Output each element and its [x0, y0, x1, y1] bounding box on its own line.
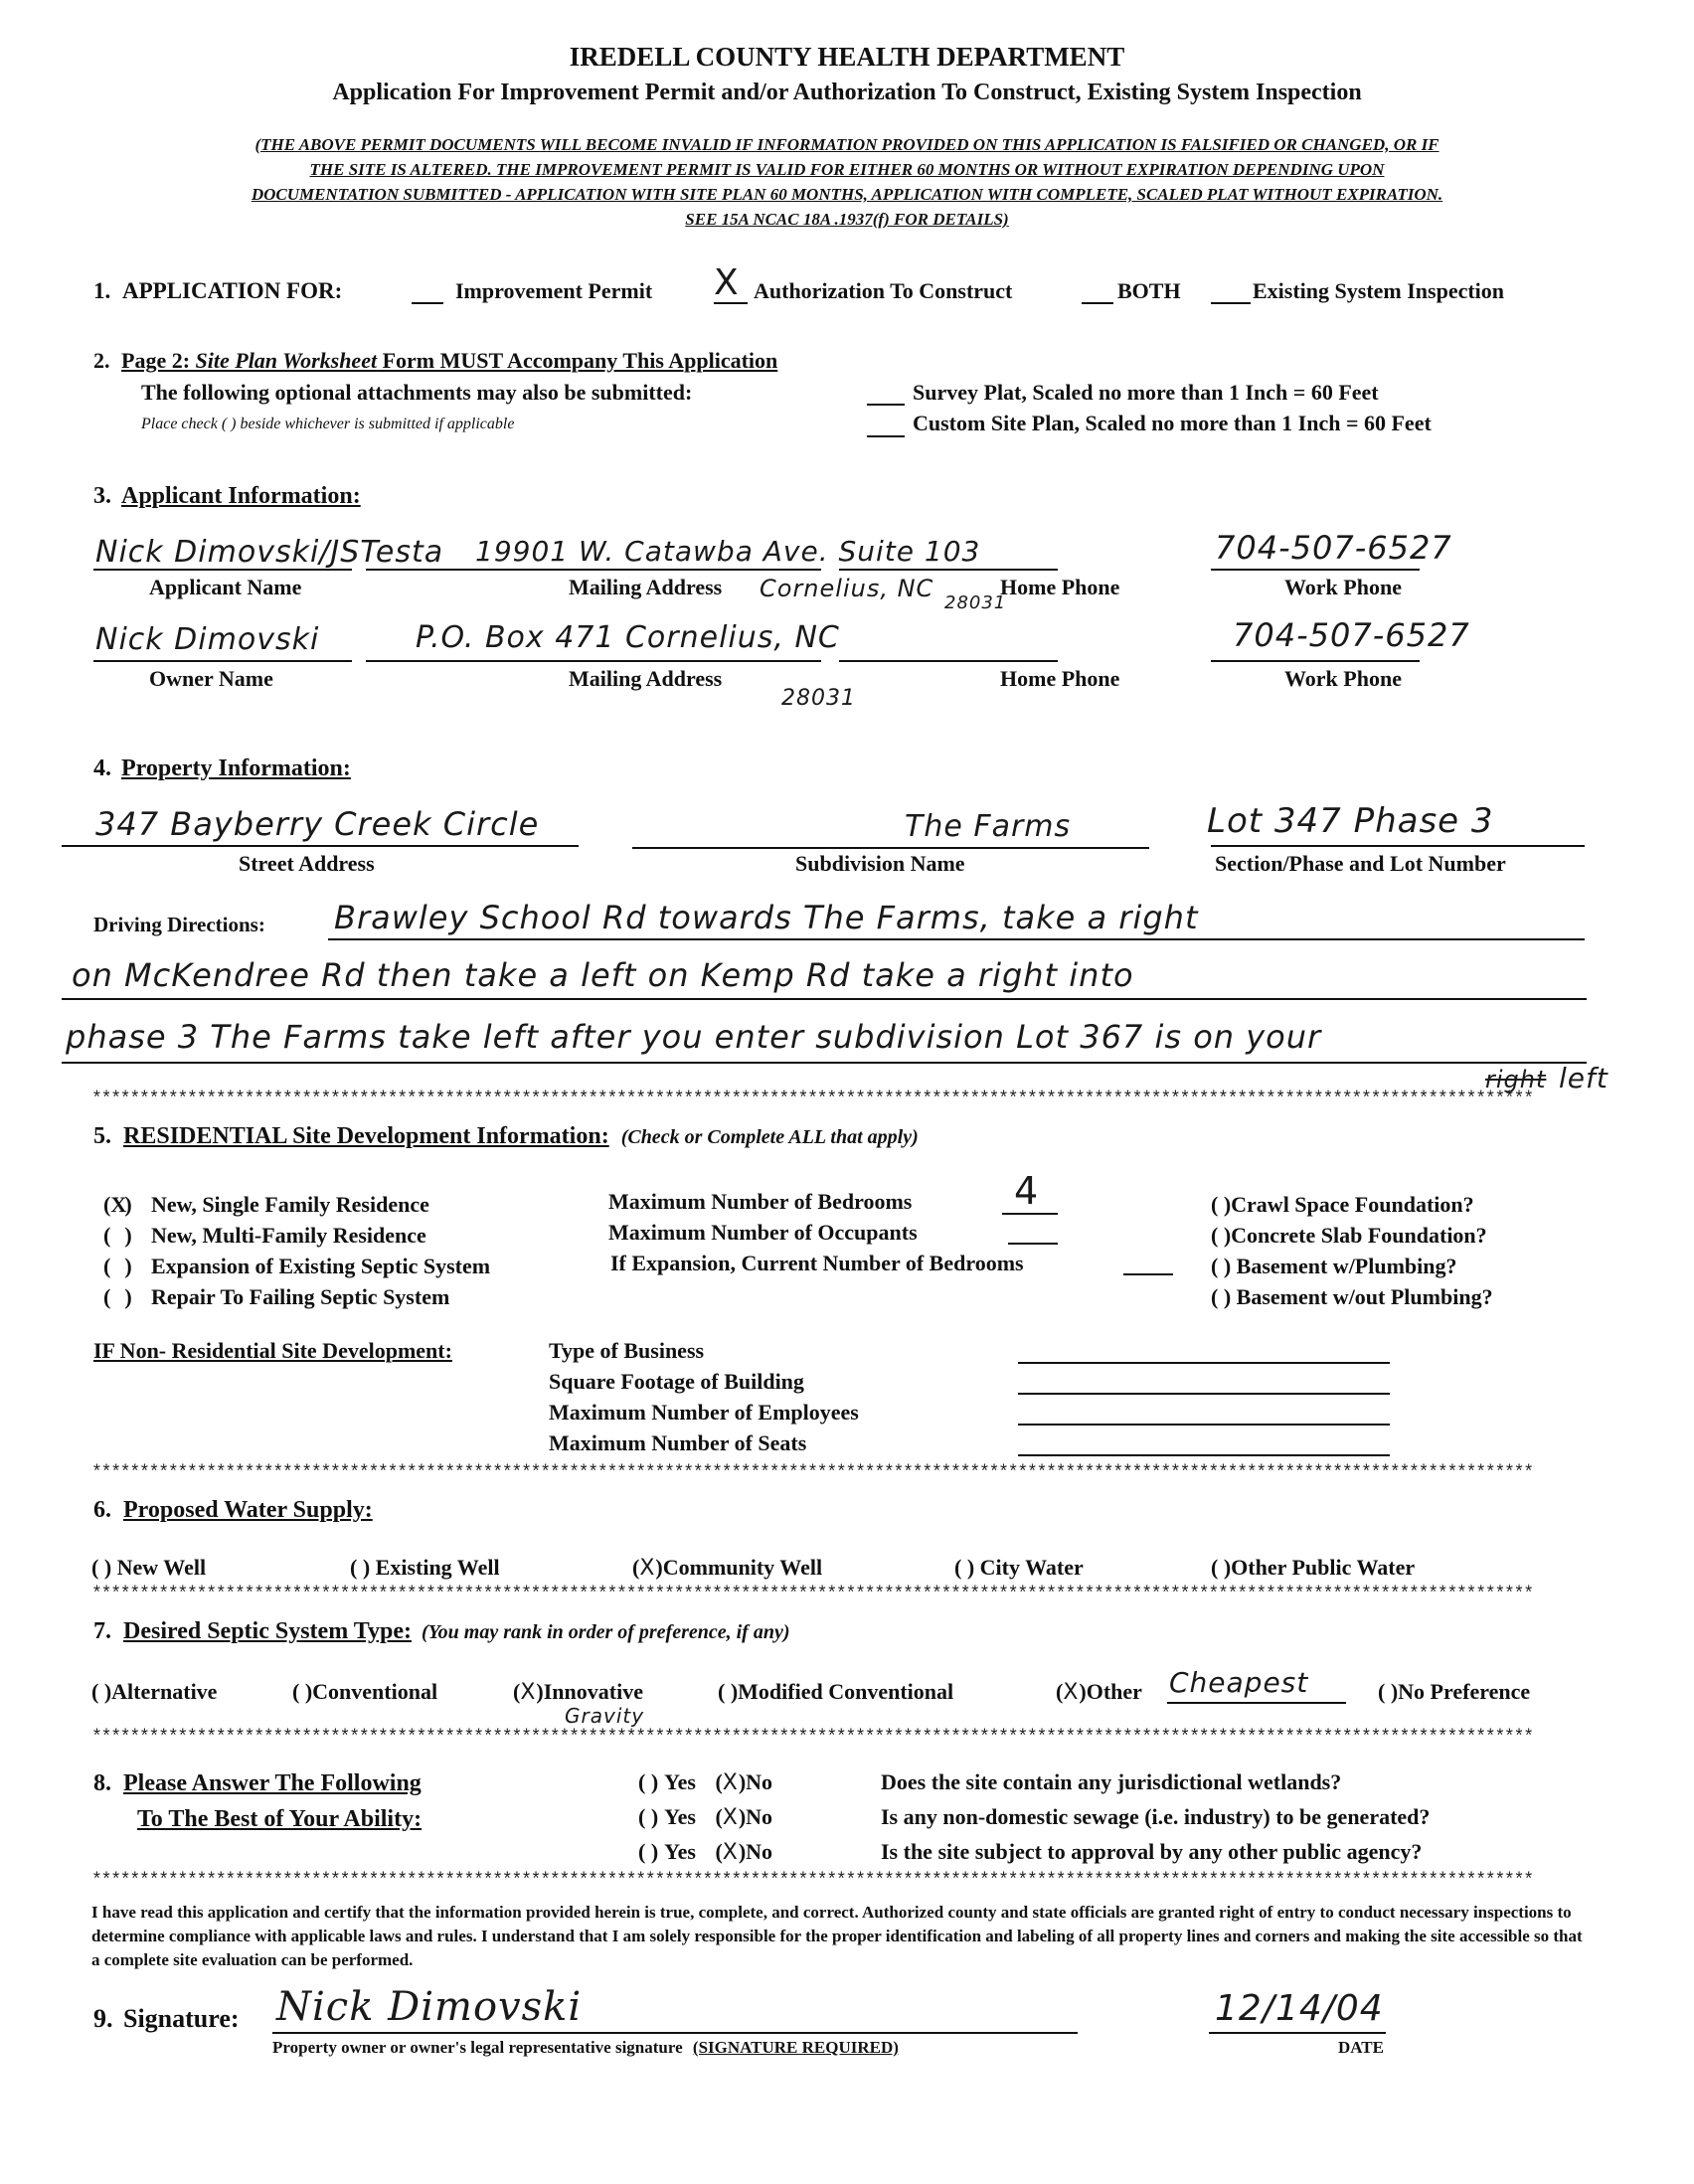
section-6-heading	[93, 1497, 373, 1524]
section-7-title: Desired Septic System Type:	[123, 1618, 412, 1644]
innovative-note-gravity: Gravity	[565, 1704, 645, 1728]
septic-other-value[interactable]: Cheapest	[1169, 1666, 1309, 1699]
foundation-concrete-slab[interactable]: ( )Concrete Slab Foundation?	[1211, 1223, 1487, 1248]
residence-option-single-family[interactable]: (X) New, Single Family Residence	[103, 1189, 490, 1220]
section-7-heading	[93, 1618, 790, 1645]
section-2-number: 2.	[93, 348, 110, 373]
section-5-heading	[93, 1123, 919, 1150]
section-8-line-2	[93, 1801, 422, 1837]
applicant-city-value[interactable]: Cornelius, NC	[760, 575, 934, 602]
bedrooms-value[interactable]: 4	[1014, 1169, 1040, 1213]
question-text: Is the site subject to approval by any other public agency?	[881, 1839, 1423, 1864]
owner-address-value[interactable]: P.O. Box 471 Cornelius, NC	[416, 620, 840, 655]
attachment-custom-site-plan[interactable]: Custom Site Plan, Scaled no more than 1 Inch = 60 Feet	[913, 411, 1432, 435]
residence-type-list	[103, 1189, 490, 1312]
applicant-home-phone-label: Home Phone	[1000, 575, 1120, 599]
water-option-existing-well[interactable]: ( ) Existing Well	[350, 1555, 500, 1580]
question-row-wetlands	[638, 1769, 1342, 1795]
directions-end-word[interactable]: left	[1559, 1062, 1609, 1094]
foundation-basement-no-plumbing[interactable]: ( ) Basement w/out Plumbing?	[1211, 1284, 1493, 1309]
owner-name-label: Owner Name	[149, 666, 273, 691]
foundation-list	[1211, 1189, 1493, 1312]
warning-line-3: DOCUMENTATION SUBMITTED - APPLICATION WITH SITE PLAN 60 MONTHS, APPLICATION WITH COMPLETE, SCALED PLAT WITHOUT EXPIRATION.	[251, 185, 1443, 204]
check-mark: X	[110, 1192, 127, 1217]
yes-label: Yes	[664, 1839, 696, 1864]
option-authorization-to-construct[interactable]: Authorization To Construct	[754, 278, 1013, 303]
septic-option-other[interactable]: (X)Other	[1056, 1679, 1142, 1705]
section-7-note: (You may rank in order of preference, if any)	[421, 1621, 790, 1643]
option-label: New, Single Family Residence	[151, 1192, 429, 1217]
option-label: New, Multi-Family Residence	[151, 1223, 426, 1248]
section-1-label: APPLICATION FOR:	[122, 278, 343, 303]
option-both[interactable]: BOTH	[1117, 278, 1181, 303]
owner-mailing-address-label: Mailing Address	[569, 666, 723, 691]
signature-caption-text: Property owner or owner's legal representative signature	[272, 2038, 683, 2057]
expansion-bedrooms-label: If Expansion, Current Number of Bedrooms	[610, 1251, 1024, 1275]
applicant-address-value[interactable]: 19901 W. Catawba Ave. Suite 103	[475, 535, 981, 568]
septic-option-modified-conventional[interactable]: ( )Modified Conventional	[718, 1679, 954, 1704]
yes-option[interactable]: ( ) Yes	[638, 1804, 696, 1829]
document-title: IREDELL COUNTY HEALTH DEPARTMENT	[569, 42, 1125, 72]
water-option-city-water[interactable]: ( ) City Water	[954, 1555, 1084, 1580]
section-4-heading	[93, 756, 351, 782]
septic-option-conventional[interactable]: ( )Conventional	[292, 1679, 438, 1704]
yes-option[interactable]: ( ) Yes	[638, 1839, 696, 1864]
place-check-note: Place check ( ) beside whichever is submitted if applicable	[141, 416, 515, 432]
document-subtitle: Application For Improvement Permit and/or Authorization To Construct, Existing System Inspection	[332, 80, 1362, 105]
no-label: No	[746, 1839, 773, 1864]
section-5-note: (Check or Complete ALL that apply)	[620, 1126, 919, 1148]
owner-work-phone-label: Work Phone	[1284, 666, 1402, 691]
option-label: New Well	[116, 1555, 207, 1580]
owner-work-phone-value[interactable]: 704-507-6527	[1233, 616, 1470, 654]
directions-line-3[interactable]: phase 3 The Farms take left after you enter subdivision Lot 367 is on your	[66, 1018, 1322, 1056]
water-option-other-public[interactable]: ( )Other Public Water	[1211, 1555, 1416, 1580]
applicant-name-value[interactable]: Nick Dimovski/JSTesta	[95, 535, 444, 570]
occupants-label: Maximum Number of Occupants	[608, 1220, 918, 1245]
signature-value[interactable]: Nick Dimovski	[276, 1984, 583, 2030]
section-1-application-for	[93, 278, 342, 304]
section-lot-label: Section/Phase and Lot Number	[1215, 851, 1506, 876]
option-improvement-permit[interactable]: Improvement Permit	[455, 278, 653, 303]
foundation-basement-plumbing[interactable]: ( ) Basement w/Plumbing?	[1211, 1254, 1457, 1278]
water-option-new-well[interactable]: ( ) New Well	[91, 1555, 207, 1580]
subdivision-label: Subdivision Name	[795, 851, 965, 876]
check-mark: X	[722, 1840, 739, 1865]
divider-stars: *******************************************************************************************************************************************************	[91, 1090, 1533, 1109]
septic-option-alternative[interactable]: ( )Alternative	[91, 1679, 218, 1704]
option-label: Community Well	[662, 1555, 823, 1580]
section-8-line-1	[93, 1765, 422, 1801]
section-2-title	[121, 348, 777, 373]
driving-directions-label: Driving Directions:	[93, 913, 265, 936]
option-label: Alternative	[111, 1679, 218, 1704]
check-mark: X	[639, 1556, 656, 1581]
non-residential-heading: IF Non- Residential Site Development:	[93, 1338, 452, 1363]
section-8-number: 8.	[93, 1770, 111, 1796]
yes-label: Yes	[664, 1769, 696, 1794]
heading-italic: Site Plan Worksheet	[195, 348, 378, 373]
applicant-work-phone-value[interactable]: 704-507-6527	[1215, 529, 1452, 567]
residence-option-expansion[interactable]: ( ) Expansion of Existing Septic System	[103, 1254, 491, 1278]
nonres-square-footage-label: Square Footage of Building	[549, 1369, 804, 1394]
date-label: DATE	[1338, 2038, 1384, 2057]
option-label: Existing Well	[375, 1555, 500, 1580]
owner-home-phone-label: Home Phone	[1000, 666, 1120, 691]
section-2-heading	[93, 348, 777, 374]
warning-line-1: (THE ABOVE PERMIT DOCUMENTS WILL BECOME INVALID IF INFORMATION PROVIDED ON THIS APPLICATION IS FALSIFIED OR CHANGED, OR IF	[254, 135, 1440, 154]
no-label: No	[746, 1804, 773, 1829]
applicant-work-phone-label: Work Phone	[1284, 575, 1402, 599]
no-label: No	[746, 1769, 773, 1794]
option-label: Repair To Failing Septic System	[151, 1284, 450, 1309]
warning-line-2: THE SITE IS ALTERED. THE IMPROVEMENT PERMIT IS VALID FOR EITHER 60 MONTHS OR WITHOUT EXPIRATION DEPENDING UPON	[309, 160, 1385, 179]
applicant-name-label: Applicant Name	[149, 575, 302, 599]
street-address-label: Street Address	[239, 851, 375, 876]
option-label: Modified Conventional	[738, 1679, 954, 1704]
residence-option-multi-family[interactable]: ( ) New, Multi-Family Residence	[103, 1223, 426, 1248]
check-mark: X	[722, 1805, 739, 1830]
option-label: Conventional	[312, 1679, 438, 1704]
option-label: Other	[1086, 1679, 1142, 1704]
section-8-title-1: Please Answer The Following	[123, 1770, 422, 1796]
directions-line-1[interactable]: Brawley School Rd towards The Farms, take a right	[334, 899, 1199, 936]
certification-text: I have read this application and certify that the information provided herein is true, complete, and correct. Authorized county and state officials are granted right of entry to conduct necessary inspections to determine compliance with applicable laws and rules. I understand that I am solely responsible for the proper identification and labeling of all property lines and corners and making the site accessible so that a complete site evaluation can be performed.	[91, 1903, 1583, 1969]
directions-line-2[interactable]: on McKendree Rd then take a left on Kemp Rd take a right into	[72, 956, 1134, 994]
nonres-seats-label: Maximum Number of Seats	[549, 1430, 807, 1455]
option-existing-system-inspection[interactable]: Existing System Inspection	[1253, 278, 1505, 303]
directions-struck-word: right	[1485, 1066, 1547, 1093]
option-label: Crawl Space Foundation?	[1231, 1192, 1474, 1217]
owner-name-value[interactable]: Nick Dimovski	[95, 622, 320, 657]
nonres-type-of-business-label: Type of Business	[549, 1338, 705, 1363]
option-label: Innovative	[543, 1679, 643, 1704]
check-mark: X	[722, 1770, 739, 1795]
section-3-number: 3.	[93, 483, 111, 509]
signature-required: (SIGNATURE REQUIRED)	[692, 2038, 899, 2057]
section-4-number: 4.	[93, 756, 111, 781]
applicant-zip-value[interactable]: 28031	[944, 592, 1007, 613]
section-4-title: Property Information:	[121, 756, 351, 781]
divider-stars: *******************************************************************************************************************************************************	[91, 1871, 1533, 1891]
foundation-crawl-space[interactable]: ( )Crawl Space Foundation?	[1211, 1192, 1474, 1217]
question-text: Does the site contain any jurisdictional wetlands?	[881, 1769, 1342, 1794]
section-6-title: Proposed Water Supply:	[123, 1497, 373, 1523]
section-5-number: 5.	[93, 1123, 111, 1149]
heading-prefix: Page 2:	[121, 348, 196, 373]
section-9-number: 9.	[93, 2004, 113, 2033]
option-label: Basement w/Plumbing?	[1236, 1254, 1457, 1278]
section-8-title-2: To The Best of Your Ability:	[137, 1806, 423, 1832]
option-label: No Preference	[1398, 1679, 1531, 1704]
attachment-survey-plat[interactable]: Survey Plat, Scaled no more than 1 Inch = 60 Feet	[913, 380, 1379, 405]
yes-option[interactable]: ( ) Yes	[638, 1769, 696, 1794]
option-label: Expansion of Existing Septic System	[151, 1254, 491, 1278]
option-label: Basement w/out Plumbing?	[1236, 1284, 1493, 1309]
water-option-community-well[interactable]: (X)Community Well	[632, 1555, 823, 1581]
section-3-title: Applicant Information:	[121, 483, 361, 509]
signature-label	[93, 2004, 240, 2034]
option-label: City Water	[979, 1555, 1084, 1580]
residence-option-repair[interactable]: ( ) Repair To Failing Septic System	[103, 1284, 450, 1309]
no-option[interactable]: (X)No	[715, 1769, 773, 1795]
section-lot-value[interactable]: Lot 347 Phase 3	[1207, 801, 1494, 841]
divider-stars: *******************************************************************************************************************************************************	[91, 1728, 1533, 1748]
no-option[interactable]: (X)No	[715, 1839, 773, 1865]
bedrooms-label: Maximum Number of Bedrooms	[608, 1189, 913, 1214]
section-9-label: Signature:	[123, 2004, 240, 2033]
section-7-number: 7.	[93, 1618, 111, 1644]
check-mark: X	[520, 1680, 537, 1705]
check-mark: X	[1063, 1680, 1080, 1705]
heading-suffix: Form MUST Accompany This Application	[377, 348, 778, 373]
warning-line-4: SEE 15A NCAC 18A .1937(f) FOR DETAILS)	[685, 210, 1009, 229]
option-label: Other Public Water	[1231, 1555, 1416, 1580]
question-row-agency	[638, 1839, 1423, 1865]
section-1-number: 1.	[93, 278, 111, 303]
date-value[interactable]: 12/14/04	[1215, 1988, 1384, 2029]
no-option[interactable]: (X)No	[715, 1804, 773, 1830]
divider-stars: *******************************************************************************************************************************************************	[91, 1463, 1533, 1483]
subdivision-value[interactable]: The Farms	[905, 809, 1072, 844]
optional-attachments-text: The following optional attachments may also be submitted:	[141, 380, 693, 405]
septic-option-no-preference[interactable]: ( )No Preference	[1378, 1679, 1531, 1704]
septic-option-innovative[interactable]: (X)Innovative	[513, 1679, 643, 1705]
section-6-number: 6.	[93, 1497, 111, 1523]
section-5-title: RESIDENTIAL Site Development Information:	[123, 1123, 609, 1149]
signature-caption	[272, 2038, 899, 2058]
owner-zip-value[interactable]: 28031	[781, 686, 856, 711]
authorization-check-mark[interactable]: X	[714, 262, 740, 303]
nonres-employees-label: Maximum Number of Employees	[549, 1400, 859, 1425]
section-3-heading	[93, 483, 361, 510]
option-label: Concrete Slab Foundation?	[1231, 1223, 1487, 1248]
applicant-mailing-address-label: Mailing Address	[569, 575, 723, 599]
question-text: Is any non-domestic sewage (i.e. industry) to be generated?	[881, 1804, 1431, 1829]
street-address-value[interactable]: 347 Bayberry Creek Circle	[95, 805, 540, 843]
yes-label: Yes	[664, 1804, 696, 1829]
section-8-heading	[93, 1765, 422, 1837]
divider-stars: *******************************************************************************************************************************************************	[91, 1585, 1533, 1604]
question-row-sewage	[638, 1804, 1431, 1830]
